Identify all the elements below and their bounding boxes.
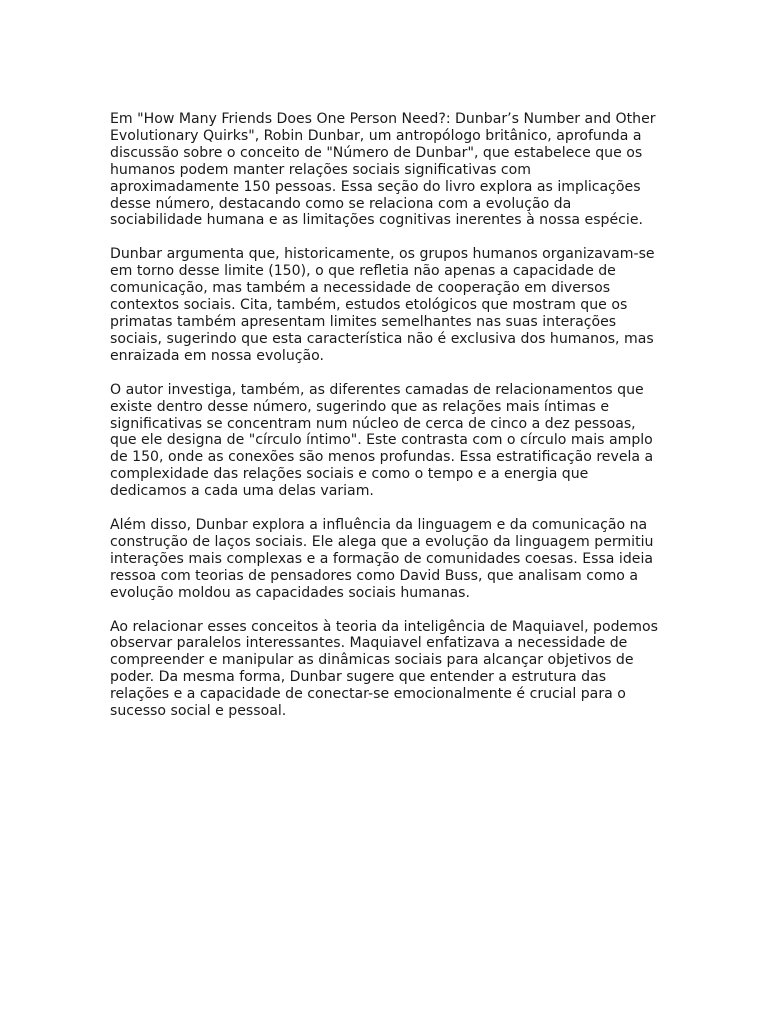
paragraph-2: Dunbar argumenta que, historicamente, os grupos humanos organizavam-se em torno desse limite (150), o que refletia não apenas a capacidade de comunicação, mas também a necessidade de cooperação em diversos contextos sociais. Cita, também, estudos etológicos que mostram que os primatas também apresentam limites semelhantes nas suas interações sociais, sugerindo que esta característica não é exclusiva dos humanos, mas enraizada em nossa evolução. [110, 246, 655, 364]
paragraph-1: Em "How Many Friends Does One Person Need?: Dunbar’s Number and Other Evolutionary Quirks", Robin Dunbar, um antropólogo britânico, aprofunda a discussão sobre o conceito de "Número de Dunbar", que estabelece que os humanos podem manter relações sociais significativas com aproximadamente 150 pessoas. Essa seção do livro explora as implicações desse número, destacando como se relaciona com a evolução da sociabilidade humana e as limitações cognitivas inerentes à nossa espécie. [110, 111, 656, 229]
paragraph-4: Além disso, Dunbar explora a influência da linguagem e da comunicação na construção de laços sociais. Ele alega que a evolução da linguagem permitiu interações mais complexas e a formação de comunidades coesas. Essa ideia ressoa com teorias de pensadores como David Buss, que analisam como a evolução moldou as capacidades sociais humanas. [110, 517, 654, 601]
document-body [110, 111, 662, 737]
paragraph-3: O autor investiga, também, as diferentes camadas de relacionamentos que existe dentro desse número, sugerindo que as relações mais íntimas e significativas se concentram num núcleo de cerca de cinco a dez pessoas, que ele designa de "círculo íntimo". Este contrasta com o círculo mais amplo de 150, onde as conexões são menos profundas. Essa estratificação revela a complexidade das relações sociais e como o tempo e a energia que dedicamos a cada uma delas variam. [110, 381, 654, 500]
paragraph-5: Ao relacionar esses conceitos à teoria da inteligência de Maquiavel, podemos observar paralelos interessantes. Maquiavel enfatizava a necessidade de compreender e manipular as dinâmicas sociais para alcançar objetivos de poder. Da mesma forma, Dunbar sugere que entender a estrutura das relações e a capacidade de conectar-se emocionalmente é crucial para o sucesso social e pessoal. [110, 618, 658, 720]
